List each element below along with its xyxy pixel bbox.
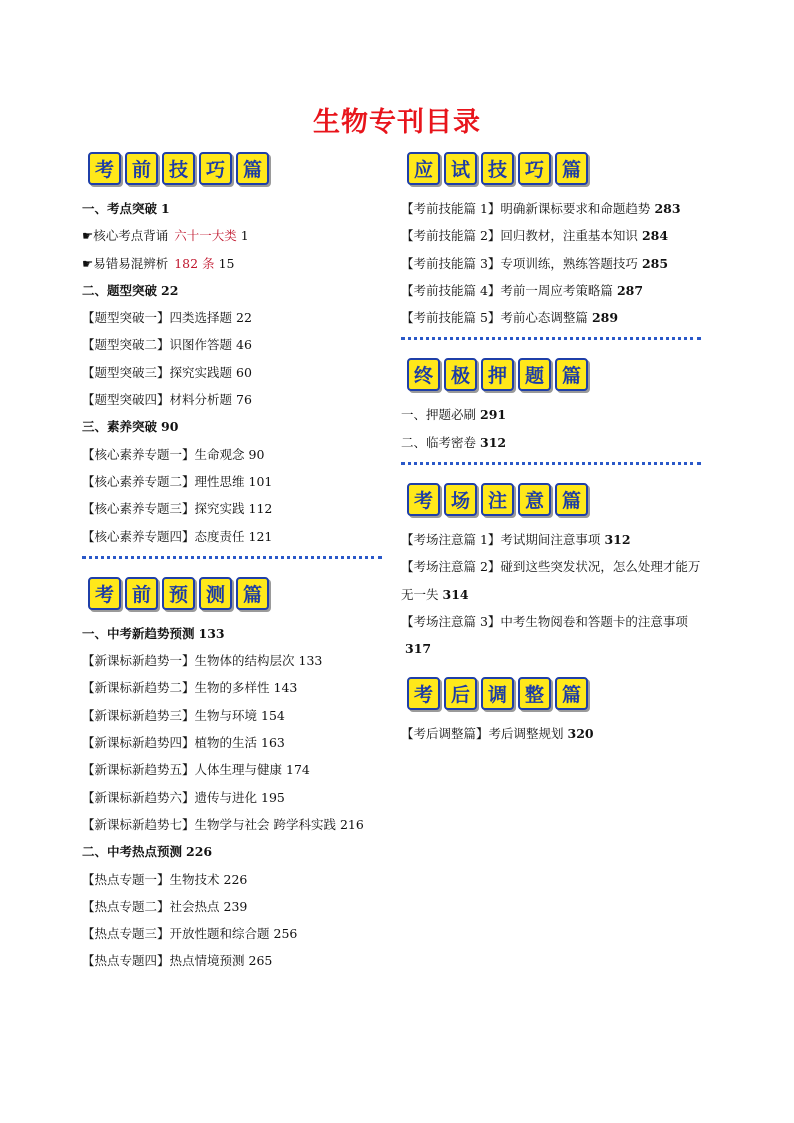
badge-character: 后 [444, 677, 477, 710]
toc-entry [82, 523, 382, 550]
entry-label: 【热点专题四】热点情境预测 [82, 953, 245, 969]
entry-label: 二、临考密卷 [401, 434, 477, 450]
section-kaoqian-yuce [82, 577, 382, 975]
entry-label: 【新课标新趋势六】遗传与进化 [82, 789, 258, 805]
page-number: 22 [161, 282, 179, 298]
page-number: 154 [261, 707, 285, 723]
toc-entry [82, 250, 382, 277]
section-yingshi-jiqiao [401, 152, 701, 331]
dotted-divider [401, 337, 701, 340]
badge-character: 意 [518, 483, 551, 516]
toc-list [401, 526, 701, 662]
entry-label: 【题型突破三】探究实践题 [82, 364, 233, 380]
page-number: 121 [248, 528, 273, 544]
badge-character: 极 [444, 358, 477, 391]
dotted-divider [82, 556, 382, 559]
page-number: 216 [339, 816, 364, 832]
page-number: 76 [236, 392, 252, 408]
badge-character: 前 [125, 152, 158, 185]
page-number: 133 [198, 625, 225, 641]
badge-character: 巧 [199, 152, 232, 185]
toc-entry [82, 920, 382, 947]
toc-entry [401, 526, 701, 553]
toc-heading [82, 277, 382, 304]
page-number: 285 [641, 255, 669, 271]
toc-list [401, 720, 701, 747]
toc-entry [401, 553, 701, 608]
page-title: 生物专刊目录 [313, 107, 481, 138]
toc-heading [82, 195, 382, 222]
page-number: 289 [591, 310, 619, 326]
page-number: 226 [223, 871, 248, 887]
page-number: 112 [248, 501, 273, 517]
toc-list [401, 195, 701, 331]
entry-label: 【考前技能篇 4】考前一周应考策略篇 [401, 282, 613, 298]
toc-entry [82, 468, 382, 495]
toc-entry [82, 441, 382, 468]
entry-highlight: 六十一大类 [174, 228, 237, 244]
toc-entry [401, 608, 701, 663]
toc-entry [82, 386, 382, 413]
entry-label: 【核心素养专题三】探究实践 [82, 501, 245, 517]
page-number: 1 [240, 228, 249, 244]
toc-entry [82, 893, 382, 920]
section-heading-badge [407, 358, 701, 391]
page-number: 133 [298, 653, 323, 669]
entry-label: 一、中考新趋势预测 [82, 625, 195, 641]
entry-label: 【题型突破一】四类选择题 [82, 310, 233, 326]
entry-label: 【核心素养专题一】生命观念 [82, 446, 245, 462]
entry-label: 【题型突破二】识图作答题 [82, 337, 233, 353]
badge-character: 预 [162, 577, 195, 610]
entry-label: 【考前技能篇 2】回归教材，注重基本知识 [401, 228, 638, 244]
toc-list [401, 401, 701, 456]
left-column [82, 152, 382, 975]
entry-label: ☛核心考点背诵 [82, 228, 169, 244]
section-heading-badge [88, 152, 382, 185]
toc-entry [82, 729, 382, 756]
badge-character: 题 [518, 358, 551, 391]
entry-label: 【热点专题三】开放性题和综合题 [82, 926, 270, 942]
page-number: 60 [236, 364, 252, 380]
toc-entry [82, 866, 382, 893]
entry-label: 【热点专题一】生物技术 [82, 871, 220, 887]
badge-character: 篇 [555, 358, 588, 391]
badge-character: 注 [481, 483, 514, 516]
entry-label: 【考场注意篇 1】考试期间注意事项 [401, 532, 601, 548]
badge-character: 篇 [555, 483, 588, 516]
badge-character: 试 [444, 152, 477, 185]
badge-character: 整 [518, 677, 551, 710]
toc-entry [82, 756, 382, 783]
toc-entry [401, 304, 701, 331]
section-kaochang-zhuyi [401, 483, 701, 662]
page-number: 317 [405, 641, 432, 657]
entry-highlight: 182 条 [174, 255, 215, 271]
page-number: 312 [480, 434, 507, 450]
badge-character: 篇 [555, 152, 588, 185]
toc-entry [82, 674, 382, 701]
entry-label: 三、素养突破 [82, 419, 158, 435]
entry-label: 【考前技能篇 3】专项训练，熟练答题技巧 [401, 255, 638, 271]
toc-entry [401, 401, 701, 428]
badge-character: 前 [125, 577, 158, 610]
entry-label: 【考场注意篇 2】碰到这些突发状况，怎么处理才能万无一失 [401, 559, 701, 602]
badge-character: 应 [407, 152, 440, 185]
section-heading-badge [88, 577, 382, 610]
entry-label: ☛易错易混辨析 [82, 255, 169, 271]
badge-character: 篇 [236, 152, 269, 185]
badge-character: 场 [444, 483, 477, 516]
toc-list [82, 195, 382, 550]
toc-entry [82, 304, 382, 331]
page-number: 143 [273, 680, 298, 696]
entry-label: 【核心素养专题四】态度责任 [82, 528, 245, 544]
entry-label: 【核心素养专题二】理性思维 [82, 473, 245, 489]
page-number: 287 [616, 282, 644, 298]
badge-character: 调 [481, 677, 514, 710]
entry-label: 【新课标新趋势五】人体生理与健康 [82, 762, 283, 778]
entry-label: 【考前技能篇 1】明确新课标要求和命题趋势 [401, 201, 651, 216]
section-zhongji-yati [401, 358, 701, 456]
entry-label: 【考后调整篇】考后调整规划 [401, 725, 564, 741]
badge-character: 考 [407, 677, 440, 710]
entry-label: 二、中考热点预测 [82, 844, 183, 860]
page-number: 256 [273, 926, 298, 942]
page-number: 320 [567, 725, 594, 741]
page-number: 239 [223, 898, 248, 914]
badge-character: 巧 [518, 152, 551, 185]
badge-character: 篇 [236, 577, 269, 610]
entry-label: 【新课标新趋势三】生物与环境 [82, 707, 258, 723]
page-number: 101 [248, 473, 273, 489]
entry-label: 二、题型突破 [82, 282, 158, 298]
toc-entry [82, 702, 382, 729]
badge-character: 考 [88, 152, 121, 185]
entry-label: 【考场注意篇 3】中考生物阅卷和答题卡的注意事项 [401, 613, 688, 629]
badge-character: 押 [481, 358, 514, 391]
page-number: 22 [236, 310, 252, 326]
section-heading-badge [407, 152, 701, 185]
toc-entry [82, 647, 382, 674]
section-heading-badge [407, 483, 701, 516]
entry-label: 【新课标新趋势一】生物体的结构层次 [82, 653, 295, 669]
page-number: 90 [248, 446, 265, 462]
badge-character: 技 [481, 152, 514, 185]
page-number: 226 [186, 844, 213, 860]
section-kaohou-tiaozheng [401, 677, 701, 747]
badge-character: 考 [407, 483, 440, 516]
page-number: 174 [286, 762, 310, 778]
page-number: 163 [261, 735, 285, 751]
entry-label: 【新课标新趋势四】植物的生活 [82, 735, 258, 751]
entry-label: 一、考点突破 [82, 201, 158, 216]
entry-label: 【新课标新趋势七】生物学与社会 跨学科实践 [82, 816, 336, 832]
entry-label: 【考前技能篇 5】考前心态调整篇 [401, 310, 588, 326]
page-number: 90 [161, 419, 179, 435]
dotted-divider [401, 462, 701, 465]
toc-entry [82, 811, 382, 838]
page-number: 1 [161, 201, 170, 216]
page-number: 15 [218, 255, 235, 271]
toc-entry [401, 250, 701, 277]
badge-character: 技 [162, 152, 195, 185]
page-number: 291 [480, 407, 507, 423]
toc-entry [401, 720, 701, 747]
toc-entry [401, 195, 701, 222]
entry-label: 【题型突破四】材料分析题 [82, 392, 233, 408]
badge-character: 测 [199, 577, 232, 610]
right-column [401, 152, 701, 747]
toc-entry [82, 359, 382, 386]
section-heading-badge [407, 677, 701, 710]
toc-entry [82, 947, 382, 974]
toc-entry [82, 222, 382, 249]
toc-heading [82, 838, 382, 865]
toc-entry [401, 277, 701, 304]
entry-label: 【新课标新趋势二】生物的多样性 [82, 680, 270, 696]
page-number: 314 [442, 586, 469, 602]
page-number: 312 [604, 532, 631, 548]
entry-label: 【热点专题二】社会热点 [82, 898, 220, 914]
toc-heading [82, 620, 382, 647]
toc-entry [401, 222, 701, 249]
entry-label: 一、押题必刷 [401, 407, 477, 423]
page-number: 284 [641, 228, 669, 244]
badge-character: 考 [88, 577, 121, 610]
page-number: 195 [261, 789, 285, 805]
toc-entry [401, 429, 701, 456]
toc-entry [82, 495, 382, 522]
toc-heading [82, 413, 382, 440]
badge-character: 篇 [555, 677, 588, 710]
toc-list [82, 620, 382, 975]
badge-character: 终 [407, 358, 440, 391]
page-number: 283 [654, 201, 681, 216]
page-number: 46 [236, 337, 252, 353]
section-kaoqian-jiqiao [82, 152, 382, 550]
page-number: 265 [248, 953, 273, 969]
toc-entry [82, 784, 382, 811]
toc-entry [82, 331, 382, 358]
